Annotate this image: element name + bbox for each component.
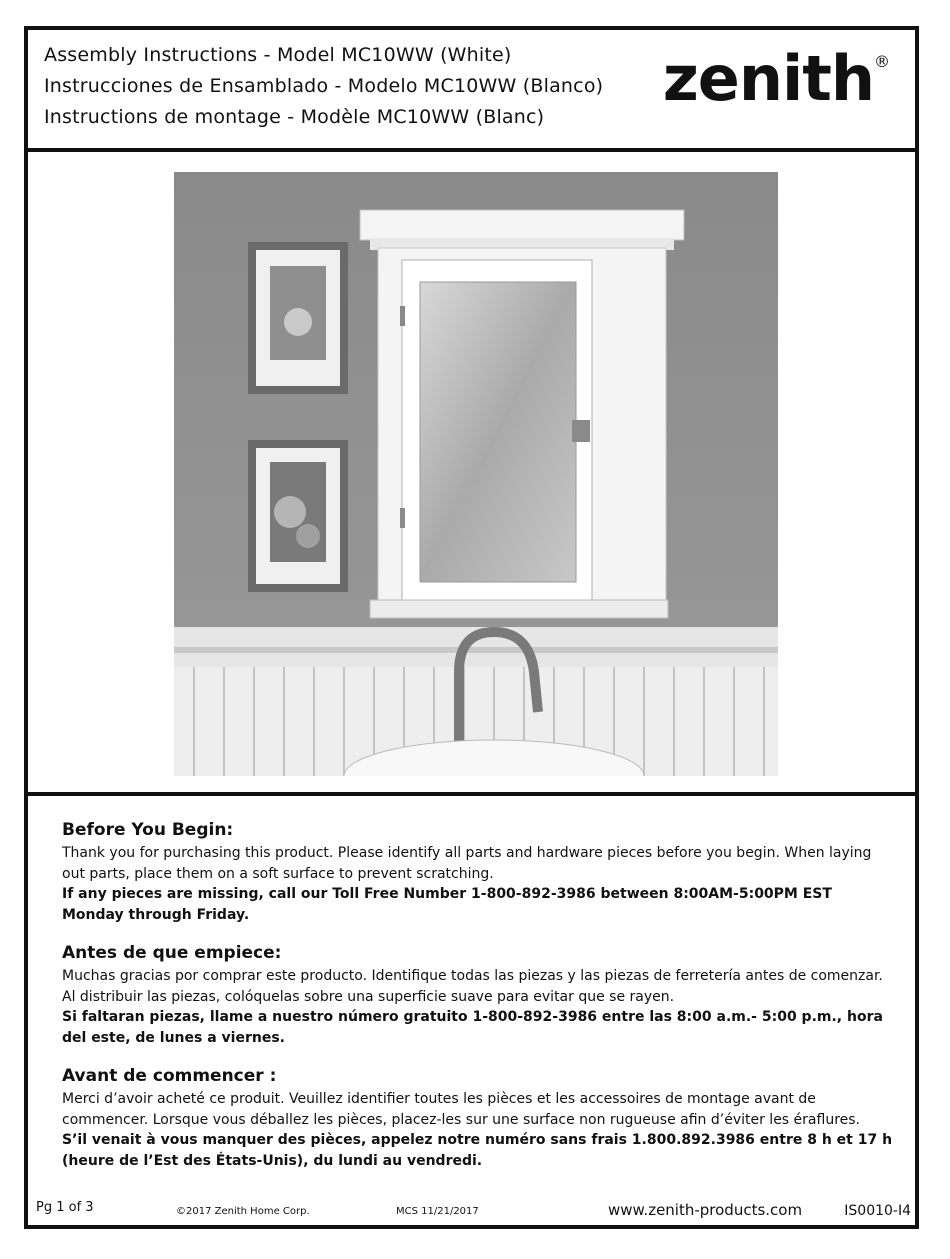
section-spanish xyxy=(62,943,895,1048)
section-title-french: Avant de commencer : xyxy=(62,1066,277,1086)
zenith-logo: zenith® xyxy=(662,42,889,115)
product-photo xyxy=(174,172,778,776)
section-title-english: Before You Begin: xyxy=(62,820,234,840)
section-missing-pieces-english: If any pieces are missing, call our Toll Free Number 1-800-892-3986 between 8:00AM-5:00PM EST Monday through Friday. xyxy=(62,886,832,923)
page-number: Pg 1 of 3 xyxy=(36,1200,94,1215)
section-missing-pieces-spanish: Si faltaran piezas, llame a nuestro número gratuito 1-800-892-3986 entre las 8:00 a.m.- 5:00 p.m., hora del este, de lunes a viernes. xyxy=(62,1009,883,1046)
title-spanish: Instrucciones de Ensamblado - Modelo MC10WW (Blanco) xyxy=(44,75,604,97)
section-body-english: Thank you for purchasing this product. Please identify all parts and hardware pieces before you begin. When laying out parts, place them on a soft surface to prevent scratching. xyxy=(62,845,872,882)
page-frame xyxy=(24,26,919,1229)
header xyxy=(28,30,915,152)
section-body-french: Merci d’avoir acheté ce produit. Veuillez identifier toutes les pièces et les accessoires de montage avant de commencer. Lorsque vous déballez les pièces, placez-les sur une surface non rugueuse afin d’éviter les éraflures. xyxy=(62,1091,860,1128)
section-english xyxy=(62,820,895,925)
copyright: ©2017 Zenith Home Corp. xyxy=(176,1206,310,1217)
title-english: Assembly Instructions - Model MC10WW (White) xyxy=(44,44,512,66)
website-link[interactable]: www.zenith-products.com xyxy=(608,1201,803,1219)
footer xyxy=(28,1193,915,1225)
section-french xyxy=(62,1066,895,1171)
section-title-spanish: Antes de que empiece: xyxy=(62,943,282,963)
section-body-spanish: Muchas gracias por comprar este producto. Identifique todas las piezas y las piezas de ferretería antes de comenzar. Al distribuir las piezas, colóquelas sobre una superficie suave para evitar que se rayen. xyxy=(62,968,883,1005)
mcs-date: MCS 11/21/2017 xyxy=(396,1206,479,1217)
instructions-content xyxy=(62,820,895,1189)
section-missing-pieces-french: S’il venait à vous manquer des pièces, appelez notre numéro sans frais 1.800.892.3986 entre 8 h et 17 h (heure de l’Est des États-Unis), du lundi au vendredi. xyxy=(62,1132,893,1169)
document-code: IS0010-I4 xyxy=(844,1203,911,1219)
title-french: Instructions de montage - Modèle MC10WW (Blanc) xyxy=(44,106,545,128)
medicine-cabinet-photo xyxy=(174,172,778,776)
product-photo-area xyxy=(28,152,915,796)
